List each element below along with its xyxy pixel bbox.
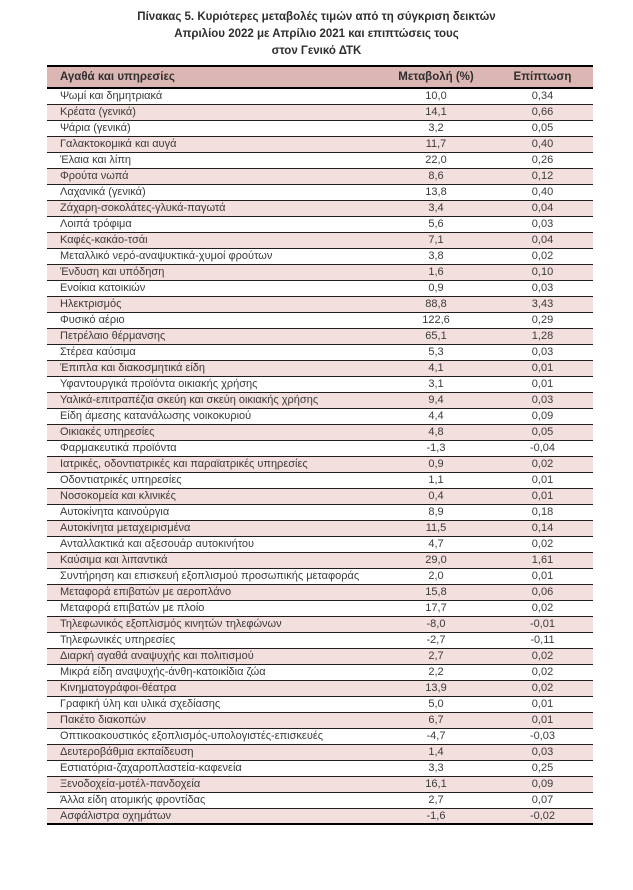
row-impact-value: 0,18 (492, 504, 593, 520)
row-label: Τηλεφωνικός εξοπλισμός κινητών τηλεφώνων (47, 616, 380, 632)
row-impact-value: 0,02 (492, 680, 593, 696)
table-row (47, 168, 593, 184)
row-change-value: 2,7 (380, 792, 492, 808)
row-label: Μεταλλικό νερό-αναψυκτικά-χυμοί φρούτων (47, 248, 380, 264)
row-label: Ψωμί και δημητριακά (47, 88, 380, 104)
row-label: Νοσοκομεία και κλινικές (47, 488, 380, 504)
row-label: Αυτοκίνητα καινούργια (47, 504, 380, 520)
table-row (47, 552, 593, 568)
row-change-value: 29,0 (380, 552, 492, 568)
row-label: Πετρέλαιο θέρμανσης (47, 328, 380, 344)
row-label: Υαλικά-επιτραπέζια σκεύη και σκεύη οικιακής χρήσης (47, 392, 380, 408)
row-label: Ζάχαρη-σοκολάτες-γλυκά-παγωτά (47, 200, 380, 216)
row-change-value: 3,2 (380, 120, 492, 136)
table-row (47, 696, 593, 712)
row-label: Οικιακές υπηρεσίες (47, 424, 380, 440)
table-row (47, 424, 593, 440)
table-title-line-2: Απριλίου 2022 με Απρίλιο 2021 και επιπτώσεις τους (174, 28, 459, 40)
row-impact-value: 0,40 (492, 136, 593, 152)
table-title-line-1: Πίνακας 5. Κυριότερες μεταβολές τιμών από τη σύγκριση δεικτών (137, 11, 496, 23)
row-label: Ασφάλιστρα οχημάτων (47, 808, 380, 824)
row-change-value: 1,4 (380, 744, 492, 760)
row-change-value: 10,0 (380, 88, 492, 104)
table-title (0, 0, 633, 60)
row-impact-value: 0,29 (492, 312, 593, 328)
row-change-value: -1,6 (380, 808, 492, 824)
table-row (47, 328, 593, 344)
row-impact-value: -0,02 (492, 808, 593, 824)
row-impact-value: 0,03 (492, 344, 593, 360)
row-label: Ενοίκια κατοικιών (47, 280, 380, 296)
table-row (47, 280, 593, 296)
row-impact-value: 0,14 (492, 520, 593, 536)
table-title-line-3: στον Γενικό ΔΤΚ (271, 45, 362, 57)
row-change-value: 4,1 (380, 360, 492, 376)
row-change-value: 16,1 (380, 776, 492, 792)
table-row (47, 456, 593, 472)
row-label: Φρούτα νωπά (47, 168, 380, 184)
row-impact-value: 0,26 (492, 152, 593, 168)
row-change-value: 88,8 (380, 296, 492, 312)
row-change-value: 1,1 (380, 472, 492, 488)
table-row (47, 504, 593, 520)
table-row (47, 648, 593, 664)
row-impact-value: 0,04 (492, 232, 593, 248)
row-change-value: 7,1 (380, 232, 492, 248)
table-row (47, 296, 593, 312)
row-impact-value: -0,11 (492, 632, 593, 648)
table-row (47, 232, 593, 248)
table-row (47, 776, 593, 792)
table-row (47, 312, 593, 328)
row-impact-value: 0,02 (492, 248, 593, 264)
table-row (47, 792, 593, 808)
table-row (47, 152, 593, 168)
row-label: Ανταλλακτικά και αξεσουάρ αυτοκινήτου (47, 536, 380, 552)
row-label: Υφαντουργικά προϊόντα οικιακής χρήσης (47, 376, 380, 392)
table-row (47, 264, 593, 280)
row-impact-value: 0,02 (492, 600, 593, 616)
table-row (47, 200, 593, 216)
row-impact-value: 0,01 (492, 376, 593, 392)
row-impact-value: 0,05 (492, 424, 593, 440)
row-label: Συντήρηση και επισκευή εξοπλισμού προσωπικής μεταφοράς (47, 568, 380, 584)
row-change-value: 2,0 (380, 568, 492, 584)
row-impact-value: 1,61 (492, 552, 593, 568)
row-change-value: 3,3 (380, 760, 492, 776)
table-row (47, 392, 593, 408)
table-row (47, 712, 593, 728)
row-label: Εστιατόρια-ζαχαροπλαστεία-καφενεία (47, 760, 380, 776)
row-change-value: 4,4 (380, 408, 492, 424)
table-row (47, 680, 593, 696)
row-label: Φυσικό αέριο (47, 312, 380, 328)
row-impact-value: 0,02 (492, 536, 593, 552)
row-label: Μεταφορά επιβατών με πλοίο (47, 600, 380, 616)
row-impact-value: 0,01 (492, 472, 593, 488)
table-row (47, 632, 593, 648)
table-row (47, 104, 593, 120)
row-impact-value: 0,03 (492, 744, 593, 760)
row-change-value: 4,8 (380, 424, 492, 440)
row-impact-value: 0,66 (492, 104, 593, 120)
table-row (47, 568, 593, 584)
table-row (47, 344, 593, 360)
table-row (47, 808, 593, 824)
table-row (47, 184, 593, 200)
row-change-value: 1,6 (380, 264, 492, 280)
row-label: Γαλακτοκομικά και αυγά (47, 136, 380, 152)
table-row (47, 376, 593, 392)
row-change-value: 3,4 (380, 200, 492, 216)
row-label: Στέρεα καύσιμα (47, 344, 380, 360)
row-label: Έλαια και λίπη (47, 152, 380, 168)
row-impact-value: 0,09 (492, 408, 593, 424)
row-change-value: 9,4 (380, 392, 492, 408)
row-label: Λαχανικά (γενικά) (47, 184, 380, 200)
row-change-value: -1,3 (380, 440, 492, 456)
row-label: Έπιπλα και διακοσμητικά είδη (47, 360, 380, 376)
row-label: Λοιπά τρόφιμα (47, 216, 380, 232)
row-change-value: 14,1 (380, 104, 492, 120)
table-row (47, 120, 593, 136)
row-change-value: -8,0 (380, 616, 492, 632)
row-label: Ιατρικές, οδοντιατρικές και παραϊατρικές υπηρεσίες (47, 456, 380, 472)
row-change-value: 13,8 (380, 184, 492, 200)
row-impact-value: 1,28 (492, 328, 593, 344)
row-impact-value: 0,25 (492, 760, 593, 776)
row-change-value: 5,3 (380, 344, 492, 360)
column-header-change-percent: Μεταβολή (%) (380, 66, 492, 88)
row-label: Δευτεροβάθμια εκπαίδευση (47, 744, 380, 760)
row-label: Καύσιμα και λιπαντικά (47, 552, 380, 568)
row-change-value: 22,0 (380, 152, 492, 168)
row-impact-value: 0,34 (492, 88, 593, 104)
table-row (47, 520, 593, 536)
table-row (47, 408, 593, 424)
price-changes-table (47, 65, 593, 825)
row-label: Ψάρια (γενικά) (47, 120, 380, 136)
row-impact-value: 0,01 (492, 568, 593, 584)
row-impact-value: 0,40 (492, 184, 593, 200)
table-row (47, 744, 593, 760)
row-label: Διαρκή αγαθά αναψυχής και πολιτισμού (47, 648, 380, 664)
row-impact-value: 0,04 (492, 200, 593, 216)
row-label: Οδοντιατρικές υπηρεσίες (47, 472, 380, 488)
row-label: Κρέατα (γενικά) (47, 104, 380, 120)
row-change-value: 13,9 (380, 680, 492, 696)
row-impact-value: 0,01 (492, 696, 593, 712)
table-row (47, 488, 593, 504)
table-header-row (47, 66, 593, 88)
row-change-value: 2,7 (380, 648, 492, 664)
table-row (47, 536, 593, 552)
row-impact-value: 0,02 (492, 456, 593, 472)
row-label: Φαρμακευτικά προϊόντα (47, 440, 380, 456)
row-label: Ξενοδοχεία-μοτέλ-πανδοχεία (47, 776, 380, 792)
row-change-value: 2,2 (380, 664, 492, 680)
row-impact-value: 0,02 (492, 648, 593, 664)
row-label: Καφές-κακάο-τσάι (47, 232, 380, 248)
row-label: Τηλεφωνικές υπηρεσίες (47, 632, 380, 648)
table-row (47, 472, 593, 488)
row-label: Γραφική ύλη και υλικά σχεδίασης (47, 696, 380, 712)
column-header-impact: Επίπτωση (492, 66, 593, 88)
row-change-value: 3,8 (380, 248, 492, 264)
row-label: Μεταφορά επιβατών με αεροπλάνο (47, 584, 380, 600)
row-change-value: 4,7 (380, 536, 492, 552)
table-body (47, 88, 593, 824)
table-row (47, 728, 593, 744)
row-change-value: 8,6 (380, 168, 492, 184)
row-impact-value: 0,01 (492, 360, 593, 376)
row-impact-value: 0,12 (492, 168, 593, 184)
table-row (47, 440, 593, 456)
row-impact-value: 0,01 (492, 712, 593, 728)
table-row (47, 360, 593, 376)
table-row (47, 584, 593, 600)
row-impact-value: 0,02 (492, 664, 593, 680)
row-impact-value: 0,10 (492, 264, 593, 280)
row-change-value: 15,8 (380, 584, 492, 600)
row-impact-value: -0,03 (492, 728, 593, 744)
row-change-value: 65,1 (380, 328, 492, 344)
row-label: Πακέτο διακοπών (47, 712, 380, 728)
row-label: Κινηματογράφοι-θέατρα (47, 680, 380, 696)
row-label: Οπτικοακουστικός εξοπλισμός-υπολογιστές-επισκευές (47, 728, 380, 744)
row-change-value: 0,9 (380, 456, 492, 472)
row-change-value: 5,0 (380, 696, 492, 712)
table-row (47, 616, 593, 632)
row-impact-value: 3,43 (492, 296, 593, 312)
row-change-value: 6,7 (380, 712, 492, 728)
row-label: Είδη άμεσης κατανάλωσης νοικοκυριού (47, 408, 380, 424)
row-change-value: 11,7 (380, 136, 492, 152)
row-change-value: 0,4 (380, 488, 492, 504)
table-row (47, 88, 593, 104)
row-impact-value: 0,07 (492, 792, 593, 808)
row-label: Αυτοκίνητα μεταχειρισμένα (47, 520, 380, 536)
row-impact-value: 0,03 (492, 280, 593, 296)
row-change-value: 5,6 (380, 216, 492, 232)
row-impact-value: 0,03 (492, 392, 593, 408)
table-row (47, 136, 593, 152)
row-label: Μικρά είδη αναψυχής-άνθη-κατοικίδια ζώα (47, 664, 380, 680)
column-header-goods-services: Αγαθά και υπηρεσίες (47, 66, 380, 88)
row-impact-value: -0,01 (492, 616, 593, 632)
row-change-value: -4,7 (380, 728, 492, 744)
row-change-value: 122,6 (380, 312, 492, 328)
row-label: Ηλεκτρισμός (47, 296, 380, 312)
table-row (47, 760, 593, 776)
row-impact-value: 0,06 (492, 584, 593, 600)
row-impact-value: -0,04 (492, 440, 593, 456)
row-change-value: -2,7 (380, 632, 492, 648)
row-label: Άλλα είδη ατομικής φροντίδας (47, 792, 380, 808)
table-row (47, 248, 593, 264)
row-label: Ένδυση και υπόδηση (47, 264, 380, 280)
row-impact-value: 0,01 (492, 488, 593, 504)
table-row (47, 600, 593, 616)
row-impact-value: 0,09 (492, 776, 593, 792)
row-change-value: 11,5 (380, 520, 492, 536)
table-row (47, 216, 593, 232)
row-change-value: 8,9 (380, 504, 492, 520)
row-change-value: 17,7 (380, 600, 492, 616)
table-row (47, 664, 593, 680)
row-change-value: 0,9 (380, 280, 492, 296)
row-change-value: 3,1 (380, 376, 492, 392)
row-impact-value: 0,05 (492, 120, 593, 136)
row-impact-value: 0,03 (492, 216, 593, 232)
